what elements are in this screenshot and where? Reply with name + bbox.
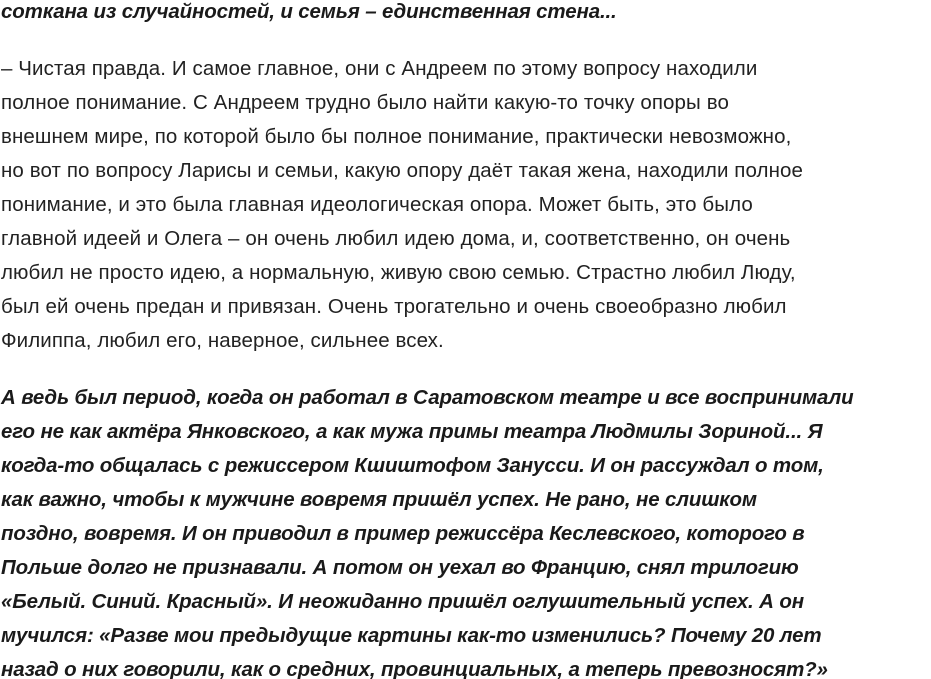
question-line: его не как актёра Янковского, а как мужа примы театра Людмилы Зориной... Я <box>1 420 823 443</box>
question-line: как важно, чтобы к мужчине вовремя пришёл успех. Не рано, не слишком <box>1 488 757 511</box>
answer-line: главной идеей и Олега – он очень любил идею дома, и, соответственно, он очень <box>1 227 791 250</box>
answer-line: полное понимание. С Андреем трудно было найти какую-то точку опоры во <box>1 91 729 114</box>
answer-line: – Чистая правда. И самое главное, они с Андреем по этому вопросу находили <box>1 57 758 80</box>
answer-line: Филиппа, любил его, наверное, сильнее всех. <box>1 329 444 352</box>
question-line: поздно, вовремя. И он приводил в пример режиссёра Кеслевского, которого в <box>1 522 805 545</box>
question-line: мучился: «Разве мои предыдущие картины как-то изменились? Почему 20 лет <box>1 624 822 647</box>
answer-line: был ей очень предан и привязан. Очень трогательно и очень своеобразно любил <box>1 295 787 318</box>
question-line: Польше долго не признавали. А потом он уехал во Францию, снял трилогию <box>1 556 799 579</box>
question-line: когда-то общалась с режиссером Кшиштофом Занусси. И он рассуждал о том, <box>1 454 824 477</box>
answer-line: любил не просто идею, а нормальную, живую свою семью. Страстно любил Люду, <box>1 261 796 284</box>
answer-line: внешнем мире, по которой было бы полное понимание, практически невозможно, <box>1 125 792 148</box>
answer-line: понимание, и это была главная идеологическая опора. Может быть, это было <box>1 193 753 216</box>
question-line: А ведь был период, когда он работал в Саратовском театре и все воспринимали <box>1 386 854 409</box>
question-line: назад о них говорили, как о средних, провинциальных, а теперь превозносят?» <box>1 658 828 679</box>
question-tail-line: соткана из случайностей, и семья – единственная стена... <box>1 0 617 23</box>
answer-line: но вот по вопросу Ларисы и семьи, какую опору даёт такая жена, находили полное <box>1 159 804 182</box>
question-line: «Белый. Синий. Красный». И неожиданно пришёл оглушительный успех. А он <box>1 590 804 613</box>
